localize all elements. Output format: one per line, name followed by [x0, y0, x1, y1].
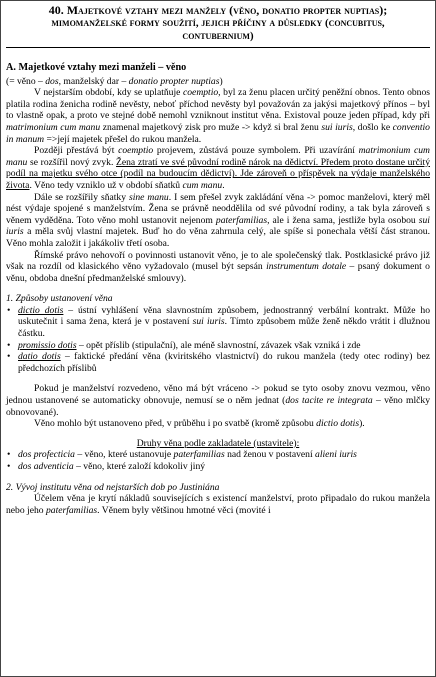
bullet-list-kinds — [6, 449, 430, 472]
subsection-heading-2: 2. Vývoj institutu věna od nejstarších dob po Justiniána — [6, 481, 220, 493]
title-line-3: contubernium) — [182, 30, 254, 42]
list-item: • dos profecticia – věno, které ustanovuje paterfamilias nad ženou v postavení alieni iuris — [18, 449, 430, 461]
section-heading: A. Majetkové vztahy mezi manželi – věno — [6, 62, 187, 73]
paragraph-5: Pokud je manželství rozvedeno, věno má být vráceno -> pokud se tyto osoby znovu vezmou, věno jednou ustanovené se automaticky obnovuje, nemusí se o něm jednat (dos tacite re integrata – věno mlčky obnovované). — [6, 383, 430, 418]
title-line-2: mimomanželské formy soužití, jejich příčiny a důsledky (concubitus, — [51, 17, 385, 29]
title-line-1: 40. Majetkové vztahy mezi manžely (věno, donatio propter nuptias); — [48, 3, 388, 17]
list-item: • dos adventicia – věno, které založí kdokoliv jiný — [18, 461, 430, 473]
paragraph-4: Římské právo nehovoří o povinnosti ustanovit věno, je to ale společenský tlak. Postklasické právo již však na rozdíl od klasického věno vyžadovalo (musel být sepsán instrumentum dotale – psaný dokument o věnu, obdoba dnešní předmanželské smlouvy). — [6, 249, 430, 284]
paragraph-6: Věno mohlo být ustanoveno před, v průběhu i po svatbě (kromě způsobu dictio dotis). — [34, 418, 365, 430]
kinds-heading: Druhy věna podle zakladatele (ustavitele): — [136, 437, 300, 449]
list-item: • dictio dotis – ústní vyhlášení věna slavnostním způsobem, jednostranný verbální kontrakt. Může ho uskutečnit i sama žena, která je v postavení sui iuris. Tímto způsobem může ženě někdo vrátit i dlužnou částku. — [18, 305, 430, 340]
subsection-heading-1: 1. Způsoby ustanovení věna — [6, 293, 113, 305]
list-item: • promissio dotis – opět příslib (stipulační), ale méně slavnostní, závazek však vzniká i zde — [18, 340, 430, 352]
paragraph-3: Dále se rozšířily sňatky sine manu. I sem přešel zvyk zakládání věna -> pomoc manželovi, který měl nést výdaje spojené s manželstvím. Žena se právně neoddělila od své původní rodiny, a tak byla zároveň s věnem vyděděna. Toto věno mohl ustanovit nejenom paterfamilias, ale i žena sama, jestliže byla osobou sui iuris a měla svůj vlastní majetek. Buď ho do věna zahrnula celý, ale spíše si ponechala větší část stranou. Věno mohla založit i jakákoliv třetí osoba. — [6, 191, 430, 249]
list-item: • datio dotis – faktické předání věna (kviritského vlastnictví) do rukou manžela (tedy otec rodiny) bez předchozích příslibů — [18, 351, 430, 374]
intro-line: (= věno – dos, manželský dar – donatio propter nuptias) — [6, 75, 223, 87]
paragraph-1: V nejstarším období, kdy se uplatňuje coemptio, byl za ženu placen určitý peněžní obnos. Tento obnos platila rodina ženicha rodině nevěsty, neboť příchod nevěsty byl považován za jakýsi majetkový přínos – byl to vlastně opak, a proto ve stejné době nemohl vzniknout institut věna. Existoval pouze jeden případ, kdy při matrimonium cum manu znamenal majetkový zisk pro muže -> když si bral ženu sui iuris, došlo ke conventio in manum =>její majetek přešel do rukou manžela. — [6, 87, 430, 145]
bullet-list-methods — [6, 305, 430, 375]
paragraph-7: Účelem věna je krytí nákladů souvisejících s existencí manželství, proto připadalo do rukou manžela nebo jeho paterfamilias. Věnem byly většinou hmotné věci (movité i — [6, 493, 430, 516]
paragraph-2: Později přestává být coemptio projevem, zůstává pouze symbolem. Při uzavírání matrimonium cum manu se rozšířil nový zvyk. Žena ztratí ve své původní rodině nárok na dědictví. Předem proto dostane určitý podíl na majetku svého otce (podíl na budoucím dědictví). Jde zároveň o příspěvek na výdaje manželského života. Věno tedy vzniklo už v období sňatků cum manu. — [6, 145, 430, 191]
document-title — [6, 4, 430, 48]
